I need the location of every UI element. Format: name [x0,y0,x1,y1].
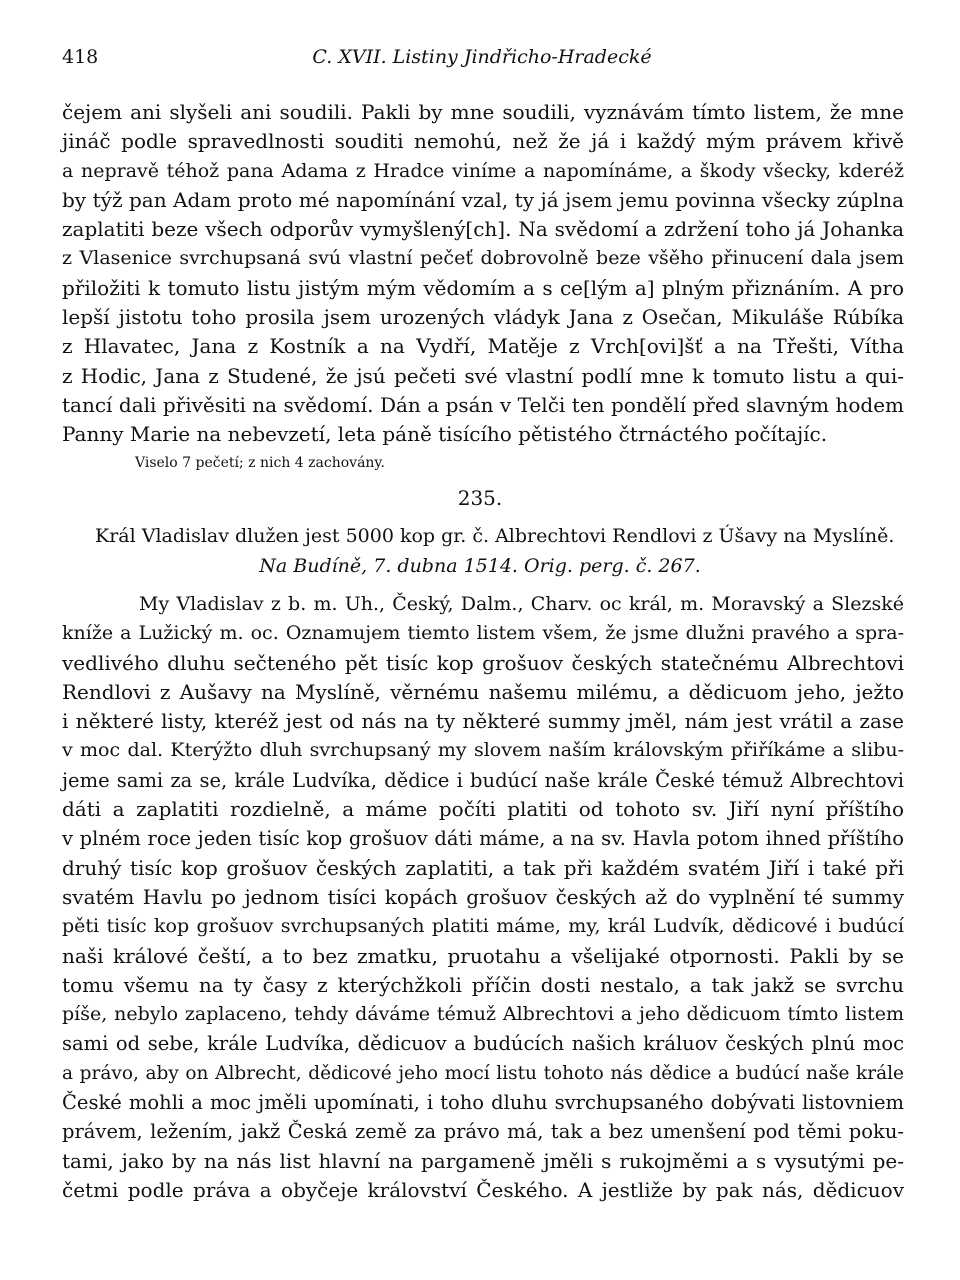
text-line: tomu všemu na ty časy z kterýchžkoli příčin dosti nestalo, a tak jakž se svrchu [62,972,904,997]
document-dating: Na Budíně, 7. dubna 1514. Orig. perg. č. 267. [259,555,701,577]
text-line: svatém Havlu po jednom tisíci kopách grošuov českých až do vyplnění té summy [62,884,904,909]
text-line: četmi podle práva a obyčeje království Českého. A jestliže by pak nás, dědicuov [62,1177,904,1202]
text-line: a nepravě téhož pana Adama z Hradce viníme a napomínáme, a škody všecky, kderéž [62,159,904,182]
text-line: z Hlavatec, Jana z Kostník a na Vydří, Matěje z Vrch[ovi]šť a na Třešti, Vítha [62,334,904,359]
text-line: jeme sami za se, krále Ludvíka, dědice i budúcí naše krále České témuž Albrechtovi [62,768,904,792]
text-line: druhý tisíc kop grošuov českých zaplatiti, a tak při každém svatém Jiří i také při [62,855,904,880]
text-line: naši králové čeští, a to bez zmatku, pruotahu a všelijaké otpornosti. Pakli by se [62,943,904,968]
text-line: v moc dal. Kterýžto dluh svrchupsaný my slovem naším královským přiříkáme a slibu- [62,739,904,762]
text-line: a právo, aby on Albrecht, dědicové jeho mocí listu tohoto nás dědice a budúcí naše krále [62,1062,904,1084]
text-line: vedlivého dluhu sečteného pět tisíc kop grošuov českých statečnému Albrechtovi [62,650,904,675]
text-line: lepší jistotu toho prosila jsem urozených vládyk Jana z Osečan, Mikuláše Rúbíka [62,305,904,330]
page-number: 418 [62,46,99,68]
text-line: My Vladislav z b. m. Uh., Český, Dalm., Charv. oc král, m. Moravský a Slezské [139,593,904,615]
running-title: C. XVII. Listiny Jindřicho-Hradecké [312,46,652,68]
text-line: z Hodic, Jana z Studené, že jsú pečeti své vlastní podlí mne k tomuto listu a qui- [62,363,904,388]
page-header [62,46,902,76]
text-line: jináč podle spravedlnosti souditi nemohú, než že já i každý mým právem křivě [62,129,904,154]
text-line: zaplatiti beze všech odporův vymyšlený[ch]. Na svědomí a zdržení toho já Johanka [62,217,904,242]
text-line: z Vlasenice svrchupsaná svú vlastní pečeť dobrovolně beze všěho přinucení dala jsem [62,247,904,270]
document-regest: Král Vladislav dlužen jest 5000 kop gr. č. Albrechtovi Rendlovi z Úšavy na Myslíně. [95,525,895,547]
text-line: Panny Marie na nebevzetí, leta páně tisícího pětistého čtrnáctého počítajíc. [62,422,828,447]
text-line: i některé listy, kteréž jest od nás na ty některé summy jměl, nám jest vrátil a zase [62,709,904,734]
text-line: v plném roce jeden tisíc kop grošuov dáti máme, a na sv. Havla potom ihned příštího [62,827,904,851]
text-line: by týž pan Adam proto mé napomínání vzal, ty já jsem jemu povinna všecky zúplna [62,187,904,212]
text-line: čejem ani slyšeli ani soudili. Pakli by mne soudili, vyznávám tímto listem, že mne [62,100,904,124]
text-line: sami od sebe, krále Ludvíka, dědicuov a budúcích našich králuov českých plnú moc [62,1032,904,1056]
text-line: kníže a Lužický m. oc. Oznamujem tiemto listem všem, že jsme dlužni pravého a spra- [62,622,904,645]
text-line: tancí dali přivěsiti na svědomí. Dán a psán v Telči ten pondělí před slavným hodem [62,392,904,417]
text-line: pěti tisíc kop grošuov svrchupsaných platiti máme, my, král Ludvík, dědicové i budúcí [62,915,904,938]
text-line: České mohli a moc jměli upomínati, i toho dluhu svrchupsaného dobývati listovniem [62,1091,904,1115]
text-line: právem, ležením, jakž Česká země za právo má, tak a bez umenšení pod těmi poku- [62,1120,904,1144]
document-number: 235. [457,486,503,510]
text-line: dáti a zaplatiti rozdielně, a máme počíti platiti od tohoto sv. Jiří nyní příštího [62,797,904,822]
text-line: přiložiti k tomuto listu jistým mým vědomím a s ce[lým a] plným přiznáním. A pro [62,275,904,300]
document-234-text [62,98,904,450]
seal-note: Viselo 7 pečetí; z nich 4 zachovány. [135,455,385,471]
document-235-text [62,590,904,1205]
text-line: tami, jako by na nás list hlavní na pargameně jměli s rukojměmi a s vysutými pe- [62,1148,904,1173]
text-line: píše, nebylo zaplaceno, tehdy dáváme témuž Albrechtovi a jeho dědicuom tímto listem [62,1003,904,1026]
text-line: Rendlovi z Aušavy na Myslíně, věrnému našemu milému, a dědicuom jeho, ježto [62,679,904,704]
